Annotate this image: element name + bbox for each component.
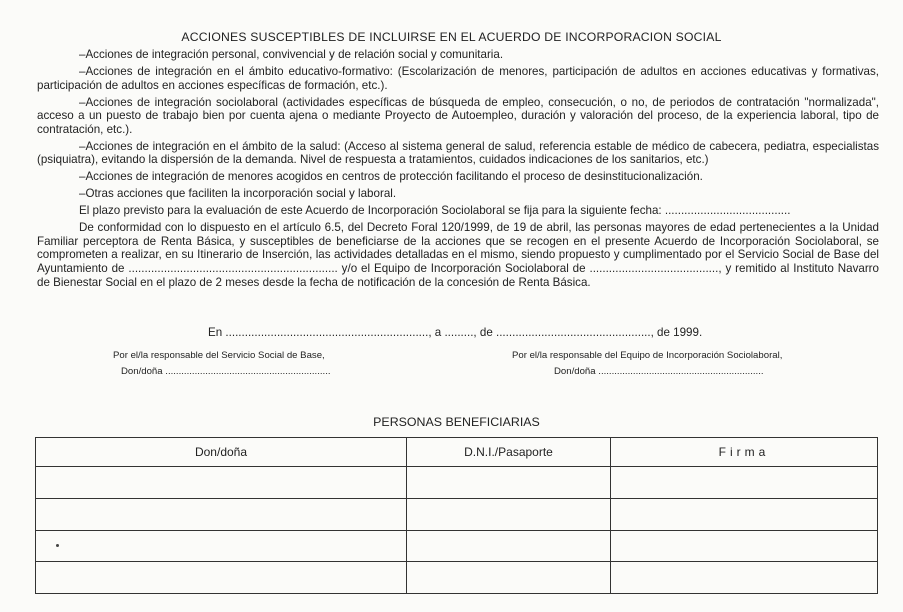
paragraph-conformity: De conformidad con lo dispuesto en el artículo 6.5, del Decreto Foral 120/1999, de 19 de abril, las personas mayores de edad pertenecientes a la Unidad Familiar perceptora de Renta Básica, y susceptibles de beneficiarse de la acciones que se recogen en el presente Acuerdo de Incorporación Sociolaboral, se comprometen a realizar, en su Itinerario de Inserción, las actividades detalladas en el mismo, siendo propuesto y cumplimentado por el Servicio Social de Base del Ayuntamiento de ................................................................. y/o el Equipo de Incorporación Sociolaboral de ........................................, y remitido al Instituto Navarro de Bienestar Social en el plazo de 2 meses desde la fecha de notificación de la concesión de Renta Básica. (37, 221, 879, 289)
column-header-name: Don/doña (36, 438, 407, 467)
table-row (36, 562, 878, 594)
signature-social-service-label: Por el/la responsable del Servicio Social de Base, (113, 350, 325, 361)
paragraph-other-actions: –Otras acciones que faciliten la incorporación social y laboral. (79, 187, 397, 201)
paragraph-minors-integration: –Acciones de integración de menores acogidos en centros de protección facilitando el proceso de desinstitucionalización. (79, 170, 703, 184)
signature-social-service (113, 348, 331, 380)
cell-id[interactable] (407, 530, 611, 562)
paragraph-personal-integration: –Acciones de integración personal, convivencial y de relación social y comunitaria. (79, 48, 504, 61)
cell-id[interactable] (407, 562, 611, 594)
scan-speck (56, 544, 59, 547)
column-header-signature: Firma (611, 438, 878, 467)
table-row (36, 498, 878, 530)
paragraph-educational-integration: –Acciones de integración en el ámbito educativo-formativo: (Escolarización de menores, participación de adultos en acciones educativas y formativas, participación de adultos en acciones específicas de formación, etc.). (37, 64, 879, 92)
cell-id[interactable] (407, 467, 611, 499)
paragraph-health-integration: –Acciones de integración en el ámbito de la salud: (Acceso al sistema general de salud, referencia estable de médico de cabecera, pediatra, especialistas (psiquiatra), evitando la dispersión de la demanda. Nivel de respuesta a tratamientos, cuidados indicaciones de los sanitarios, etc.) (37, 139, 879, 167)
table-header-row (36, 438, 878, 467)
cell-name[interactable] (36, 562, 407, 594)
signature-incorporation-team (512, 348, 782, 380)
document-title: ACCIONES SUSCEPTIBLES DE INCLUIRSE EN EL ACUERDO DE INCORPORACION SOCIAL (181, 30, 722, 44)
column-header-id: D.N.I./Pasaporte (407, 438, 611, 467)
signature-social-service-name: Don/doña .............................................................. (121, 366, 331, 377)
cell-name[interactable] (36, 467, 407, 499)
cell-signature[interactable] (611, 530, 878, 562)
beneficiaries-title: PERSONAS BENEFICIARIAS (373, 415, 540, 429)
beneficiaries-table (35, 437, 878, 594)
cell-name[interactable] (36, 530, 407, 562)
cell-signature[interactable] (611, 498, 878, 530)
signature-incorporation-team-label: Por el/la responsable del Equipo de Incorporación Sociolaboral, (512, 350, 783, 361)
document-body (37, 48, 879, 293)
place-date-line: En ..............................................................., a ........., de ................................................, de 1999. (208, 326, 703, 339)
paragraph-labour-integration: –Acciones de integración sociolaboral (actividades específicas de búsqueda de empleo, consecución, o no, de periodos de contratación "normalizada", acceso a un puesto de trabajo bien por cuenta ajena o mediante Proyecto de Autoempleo, duración y valoración del proceso, de la experiencia laboral, tipo de contratación, etc.). (37, 95, 879, 136)
signature-incorporation-team-name: Don/doña .............................................................. (554, 366, 764, 377)
cell-signature[interactable] (611, 467, 878, 499)
cell-id[interactable] (407, 498, 611, 530)
table-row (36, 530, 878, 562)
cell-name[interactable] (36, 498, 407, 530)
paragraph-evaluation-deadline: El plazo previsto para la evaluación de este Acuerdo de Incorporación Sociolaboral se fija para la siguiente fecha: ....................................... (79, 204, 791, 218)
cell-signature[interactable] (611, 562, 878, 594)
table-row (36, 467, 878, 499)
